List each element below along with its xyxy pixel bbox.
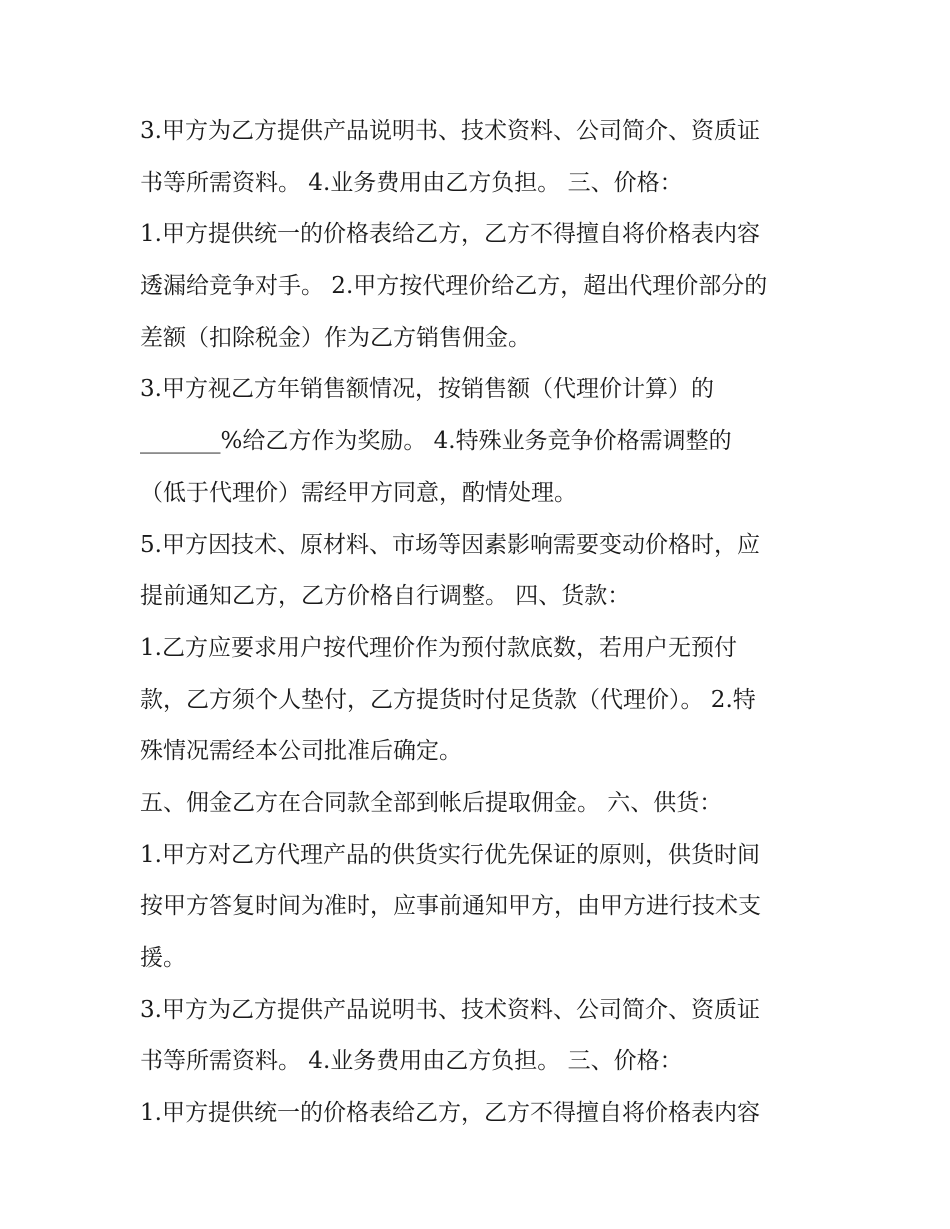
text-line: 3.甲方为乙方提供产品说明书、技术资料、公司简介、资质证 [140,118,760,144]
text-line: 提前通知乙方，乙方价格自行调整。 四、货款： [140,583,631,610]
text-line: 3.甲方为乙方提供产品说明书、技术资料、公司简介、资质证 [140,996,760,1023]
text-line: 1.乙方应要求用户按代理价作为预付款底数，若用户无预付 [140,634,737,661]
text-line: 书等所需资料。 4.业务费用由乙方负担。 三、价格： [140,169,683,196]
text-line: 透漏给竞争对手。 2.甲方按代理价给乙方，超出代理价部分的 [140,273,768,300]
text-line: _______%给乙方作为奖励。 4.特殊业务竞争价格需调整的 [140,428,732,455]
text-line: 五、佣金乙方在合同款全部到帐后提取佣金。 六、供货： [140,789,723,816]
text-line: 1.甲方对乙方代理产品的供货实行优先保证的原则，供货时间 [140,841,760,868]
text-line: 按甲方答复时间为准时，应事前通知甲方，由甲方进行技术支 [140,893,761,920]
contract-text [140,106,820,1140]
text-line: 援。 [140,945,186,971]
text-line: 5.甲方因技术、原材料、市场等因素影响需要变动价格时，应 [140,531,760,558]
text-line: 书等所需资料。 4.业务费用由乙方负担。 三、价格： [140,1048,683,1075]
text-line: 差额（扣除税金）作为乙方销售佣金。 [140,324,531,351]
text-line: 款，乙方须个人垫付，乙方提货时付足货款（代理价）。 2.特 [140,686,756,713]
text-line: （低于代理价）需经甲方同意，酌情处理。 [140,479,577,506]
text-line: 殊情况需经本公司批准后确定。 [140,738,462,765]
text-line: 3.甲方视乙方年销售额情况，按销售额（代理价计算）的 [140,376,714,403]
text-line: 1.甲方提供统一的价格表给乙方，乙方不得擅自将价格表内容 [140,1100,760,1127]
text-line: 1.甲方提供统一的价格表给乙方，乙方不得擅自将价格表内容 [140,221,760,248]
